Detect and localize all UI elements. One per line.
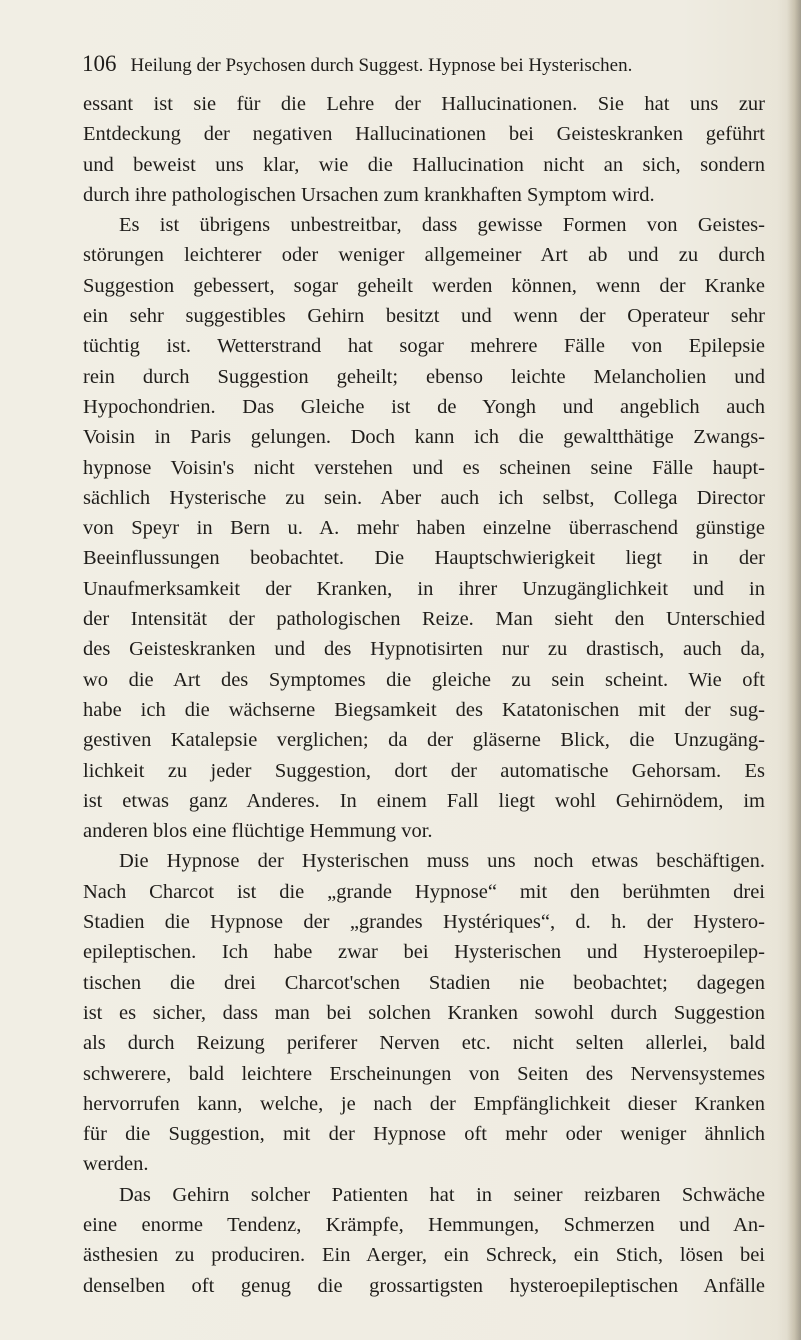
text-line: anderen blos eine flüchtige Hemmung vor. [83, 820, 433, 843]
text-line: tischen die drei Charcot'schen Stadien nie beobachtet; dagegen [83, 971, 765, 994]
text-line: ein sehr suggestibles Gehirn besitzt und wenn der Operateur sehr [83, 305, 765, 328]
text-line: Nach Charcot ist die „grande Hypnose“ mit den berühmten drei [83, 880, 765, 903]
text-line: des Geisteskranken und des Hypnotisirten nur zu drastisch, auch da, [83, 638, 765, 661]
text-line: tüchtig ist. Wetterstrand hat sogar mehrere Fälle von Epilepsie [83, 335, 765, 358]
text-line: werden. [83, 1153, 149, 1176]
running-title: Heilung der Psychosen durch Suggest. Hypnose bei Hysterischen. [130, 55, 633, 76]
text-line: Entdeckung der negativen Hallucinationen bei Geisteskranken geführt [83, 123, 765, 146]
text-line: ästhesien zu produciren. Ein Aerger, ein Schreck, ein Stich, lösen bei [83, 1244, 765, 1267]
text-line: ist etwas ganz Anderes. In einem Fall liegt wohl Gehirnödem, im [83, 789, 765, 812]
text-line: von Speyr in Bern u. A. mehr haben einzelne überraschend günstige [83, 517, 765, 540]
text-line: hypnose Voisin's nicht verstehen und es scheinen seine Fälle haupt- [83, 456, 765, 479]
text-line: der Intensität der pathologischen Reize. Man sieht den Unterschied [83, 608, 765, 631]
text-line: sächlich Hysterische zu sein. Aber auch ich selbst, Collega Director [83, 486, 765, 509]
text-line: eine enorme Tendenz, Krämpfe, Hemmungen, Schmerzen und An- [83, 1213, 765, 1236]
text-line: Die Hypnose der Hysterischen muss uns noch etwas beschäftigen. [119, 850, 765, 873]
text-line: Es ist übrigens unbestreitbar, dass gewisse Formen von Geistes- [119, 214, 765, 237]
text-line: schwerere, bald leichtere Erscheinungen von Seiten des Nervensystemes [83, 1062, 765, 1085]
text-line: Voisin in Paris gelungen. Doch kann ich die gewaltthätige Zwangs- [83, 426, 765, 449]
text-line: hervorrufen kann, welche, je nach der Empfänglichkeit dieser Kranken [83, 1092, 765, 1115]
text-line: Das Gehirn solcher Patienten hat in seiner reizbaren Schwäche [119, 1183, 765, 1206]
page-number: 106 [82, 51, 117, 76]
text-line: Beeinflussungen beobachtet. Die Hauptschwierigkeit liegt in der [83, 547, 765, 570]
text-line: denselben oft genug die grossartigsten hysteroepileptischen Anfälle [83, 1274, 765, 1297]
text-line: Hypochondrien. Das Gleiche ist de Yongh und angeblich auch [83, 395, 765, 418]
text-line: durch ihre pathologischen Ursachen zum krankhaften Symptom wird. [83, 183, 655, 206]
text-line: gestiven Katalepsie verglichen; da der gläserne Blick, die Unzugäng- [83, 729, 765, 752]
text-line: und beweist uns klar, wie die Hallucination nicht an sich, sondern [83, 153, 765, 176]
text-line: essant ist sie für die Lehre der Hallucinationen. Sie hat uns zur [83, 93, 765, 115]
body-text [83, 89, 765, 1301]
text-line: epileptischen. Ich habe zwar bei Hysterischen und Hysteroepilep- [83, 941, 765, 964]
text-line: Stadien die Hypnose der „grandes Hystériques“, d. h. der Hystero- [83, 911, 765, 934]
text-line: wo die Art des Symptomes die gleiche zu sein scheint. Wie oft [83, 668, 765, 691]
text-line: für die Suggestion, mit der Hypnose oft mehr oder weniger ähnlich [83, 1123, 765, 1146]
text-line: ist es sicher, dass man bei solchen Kranken sowohl durch Suggestion [83, 1001, 765, 1024]
text-line: habe ich die wächserne Biegsamkeit des Katatonischen mit der sug- [83, 698, 765, 721]
page-edge-shadow [787, 0, 801, 1340]
text-line: lichkeit zu jeder Suggestion, dort der automatische Gehorsam. Es [83, 759, 765, 782]
text-line: störungen leichterer oder weniger allgemeiner Art ab und zu durch [83, 244, 765, 267]
text-line: rein durch Suggestion geheilt; ebenso leichte Melancholien und [83, 365, 765, 388]
text-line: als durch Reizung periferer Nerven etc. nicht selten allerlei, bald [83, 1032, 765, 1055]
running-header [82, 52, 762, 78]
text-line: Unaufmerksamkeit der Kranken, in ihrer Unzugänglichkeit und in [83, 577, 765, 600]
text-line: Suggestion gebessert, sogar geheilt werden können, wenn der Kranke [83, 274, 765, 297]
